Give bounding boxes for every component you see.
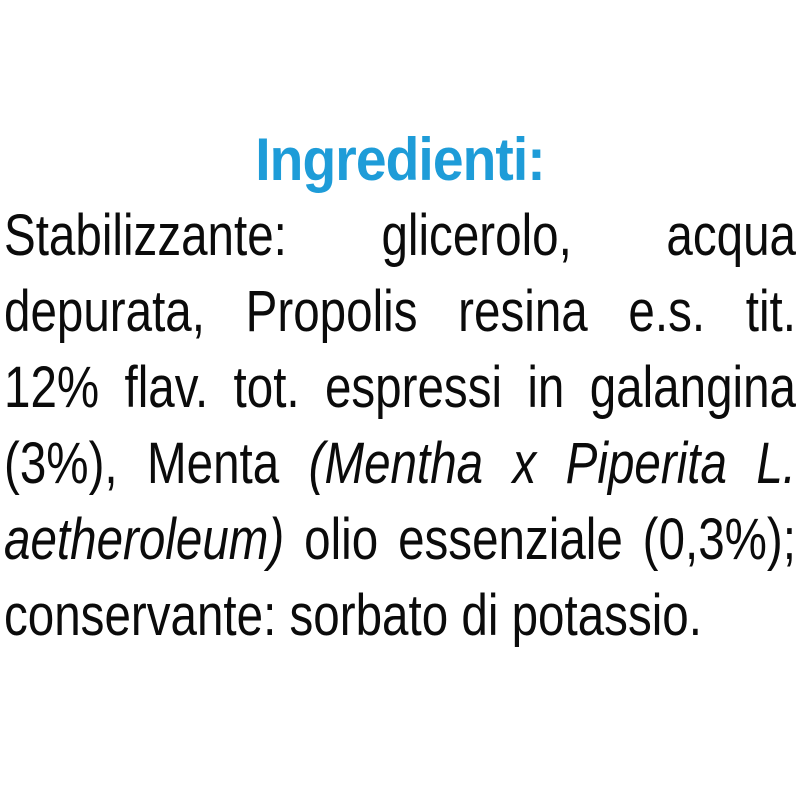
ingredients-line-3 (4, 350, 796, 426)
ingredients-line-2 (4, 274, 796, 350)
ingredients-line-5 (4, 502, 796, 578)
ingredients-text-segment-latin-name: (Mentha x Piperita L. (308, 431, 797, 496)
ingredients-text-segment-latin-name: aetheroleum) (4, 507, 285, 572)
ingredients-line-1 (4, 198, 796, 274)
ingredients-line-4 (4, 426, 796, 502)
ingredients-text-segment: Stabilizzante: glicerolo, acqua (4, 203, 796, 268)
ingredients-line-6 (4, 578, 796, 654)
ingredients-text-segment: (3%), Menta (4, 431, 309, 496)
ingredients-text-segment: 12% flav. tot. espressi in galangina (4, 355, 796, 420)
ingredients-label (4, 122, 796, 654)
ingredients-text-segment: depurata, Propolis resina e.s. tit. (4, 279, 796, 344)
ingredients-text-segment: conservante: sorbato di potassio. (4, 583, 702, 648)
ingredients-text-segment: olio essenziale (0,3%); (284, 507, 796, 572)
ingredients-heading: Ingredienti: (255, 126, 545, 193)
